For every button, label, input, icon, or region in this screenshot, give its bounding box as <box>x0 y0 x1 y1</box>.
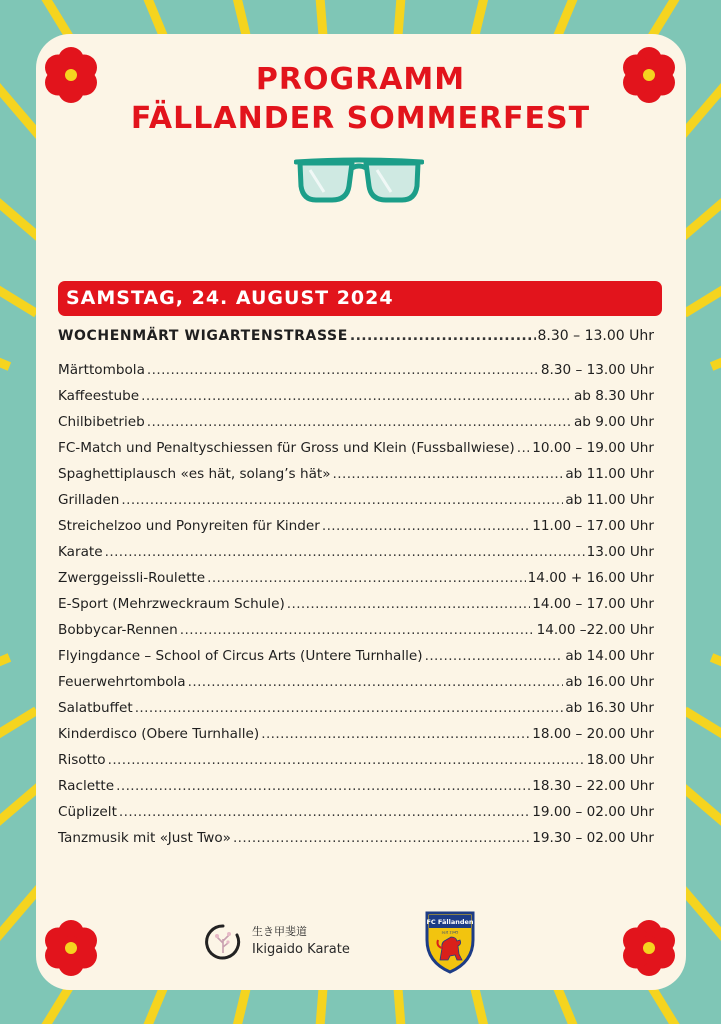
program-item-time: 18.00 – 20.00 Uhr <box>532 726 654 742</box>
program-row <box>58 492 654 518</box>
dot-leader <box>180 622 535 638</box>
dot-leader <box>322 518 530 534</box>
fc-crest-year: seit 1945 <box>441 930 459 935</box>
program-row <box>58 648 654 674</box>
program-item-name: E-Sport (Mehrzweckraum Schule) <box>58 596 285 612</box>
fc-crest-text: FC Fällanden <box>426 918 474 926</box>
program-item-time: 19.30 – 02.00 Uhr <box>532 830 654 846</box>
program-item-time: 13.00 Uhr <box>586 544 654 560</box>
dot-leader <box>261 726 530 742</box>
program-item-time: 8.30 – 13.00 Uhr <box>540 362 654 378</box>
program-item-name: Feuerwehrtombola <box>58 674 186 690</box>
program-item-time: 11.00 – 17.00 Uhr <box>532 518 654 534</box>
program-item-name: WOCHENMÄRT WIGARTENSTRASSE <box>58 328 348 344</box>
dot-leader <box>287 596 531 612</box>
program-item-time: ab 16.00 Uhr <box>565 674 654 690</box>
program-row <box>58 328 654 362</box>
program-item-name: Zwerggeissli-Roulette <box>58 570 206 586</box>
program-item-name: Karate <box>58 544 103 560</box>
program-row <box>58 362 654 388</box>
program-item-time: 14.00 + 16.00 Uhr <box>527 570 654 586</box>
program-item-name: Grilladen <box>58 492 120 508</box>
program-row <box>58 466 654 492</box>
dot-leader <box>425 648 564 664</box>
day-header-label: SAMSTAG, 24. AUGUST 2024 <box>66 287 394 309</box>
program-row <box>58 674 654 700</box>
program-row <box>58 778 654 804</box>
dot-leader <box>517 440 531 456</box>
program-item-time: 18.30 – 22.00 Uhr <box>532 778 654 794</box>
program-item-time: ab 11.00 Uhr <box>565 492 654 508</box>
program-row <box>58 596 654 622</box>
program-row <box>58 700 654 726</box>
program-item-name: Kinderdisco (Obere Turnhalle) <box>58 726 260 742</box>
program-item-name: Risotto <box>58 752 106 768</box>
program-item-time: 18.00 Uhr <box>586 752 654 768</box>
dot-leader <box>141 388 572 404</box>
program-item-name: Märttombola <box>58 362 145 378</box>
dot-leader <box>108 752 585 768</box>
dot-leader <box>135 700 564 716</box>
program-item-name: Kaffeestube <box>58 388 140 404</box>
program-row <box>58 830 654 856</box>
program-item-time: 14.00 – 17.00 Uhr <box>532 596 654 612</box>
dot-leader <box>233 830 530 846</box>
flower-center <box>643 942 655 954</box>
program-row <box>58 752 654 778</box>
program-item-time: 8.30 – 13.00 Uhr <box>537 328 654 344</box>
program-item-name: Spaghettiplausch «es hät, solang’s hät» <box>58 466 331 482</box>
dot-leader <box>207 570 526 586</box>
flower-icon <box>40 917 102 979</box>
title-line-1: PROGRAMM <box>255 62 466 97</box>
fc-crest-icon <box>424 910 476 974</box>
program-row <box>58 804 654 830</box>
program-item-time: 19.00 – 02.00 Uhr <box>532 804 654 820</box>
program-item-time: 10.00 – 19.00 Uhr <box>532 440 654 456</box>
program-item-name: Tanzmusik mit «Just Two» <box>58 830 231 846</box>
program-row <box>58 622 654 648</box>
program-item-name: Chilbibetrieb <box>58 414 145 430</box>
program-item-name: Flyingdance – School of Circus Arts (Untere Turnhalle) <box>58 648 423 664</box>
program-item-time: ab 9.00 Uhr <box>573 414 654 430</box>
program-item-time: 14.00 –22.00 Uhr <box>536 622 654 638</box>
program-row <box>58 440 654 466</box>
program-item-name: Bobbycar-Rennen <box>58 622 178 638</box>
dot-leader <box>188 674 564 690</box>
program-row <box>58 544 654 570</box>
day-header-bar <box>58 281 662 316</box>
program-row <box>58 726 654 752</box>
program-item-name: Cüplizelt <box>58 804 117 820</box>
program-item-name: Salatbuffet <box>58 700 133 716</box>
dot-leader <box>116 778 530 794</box>
dot-leader <box>333 466 564 482</box>
dot-leader <box>147 414 572 430</box>
program-item-name: Streichelzoo und Ponyreiten für Kinder <box>58 518 320 534</box>
sponsor-karate-japanese: 生き甲斐道 <box>252 925 307 938</box>
program-item-time: ab 16.30 Uhr <box>565 700 654 716</box>
flower-icon <box>618 917 680 979</box>
program-item-time: ab 8.30 Uhr <box>573 388 654 404</box>
dot-leader <box>147 362 539 378</box>
dot-leader <box>105 544 585 560</box>
program-row <box>58 388 654 414</box>
program-item-name: FC-Match und Penaltyschiessen für Gross und Klein (Fussballwiese) <box>58 440 515 456</box>
program-row <box>58 518 654 544</box>
dot-leader <box>350 328 536 344</box>
program-row <box>58 414 654 440</box>
program-row <box>58 570 654 596</box>
dot-leader <box>119 804 530 820</box>
title-line-2: FÄLLANDER SOMMERFEST <box>130 101 591 136</box>
flower-center <box>65 942 77 954</box>
program-item-name: Raclette <box>58 778 115 794</box>
program-item-time: ab 14.00 Uhr <box>565 648 654 664</box>
sponsor-karate-name: Ikigaido Karate <box>252 942 350 957</box>
dot-leader <box>121 492 563 508</box>
sunglasses-icon <box>294 156 424 204</box>
sponsor-ikigaido-karate <box>204 921 364 965</box>
program-item-time: ab 11.00 Uhr <box>565 466 654 482</box>
program-list <box>58 328 654 856</box>
karate-logo-icon <box>204 923 242 961</box>
